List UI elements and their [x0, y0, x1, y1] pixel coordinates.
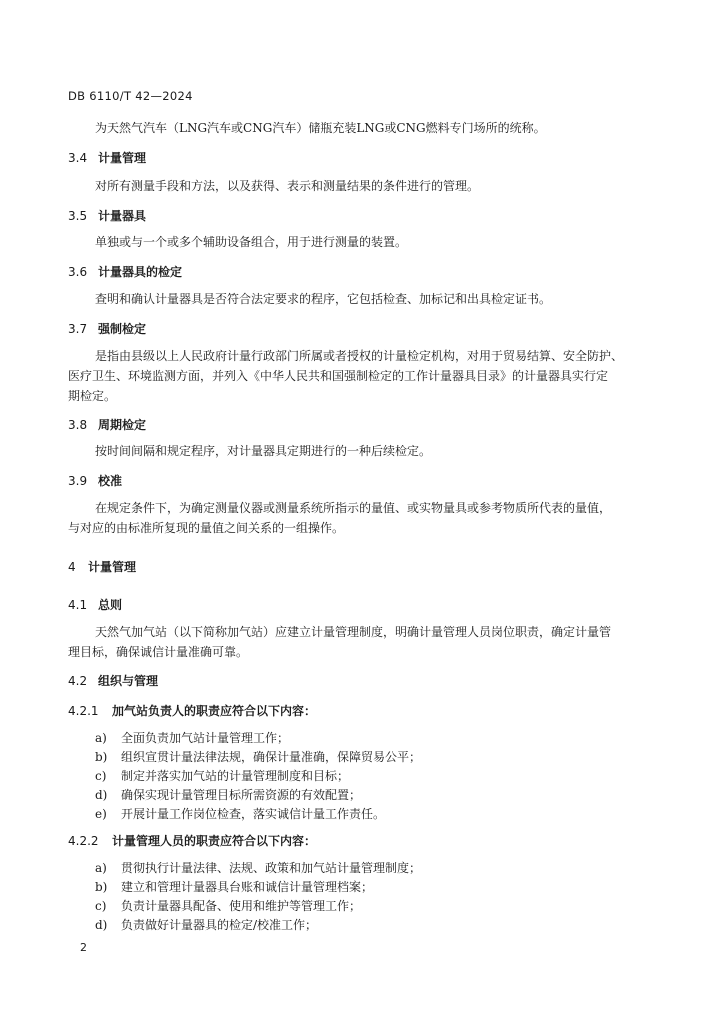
- section-number: 4: [68, 560, 76, 574]
- section-3-4-body: 对所有测量手段和方法，以及获得、表示和测量结果的条件进行的管理。: [95, 179, 480, 193]
- document-header: DB 6110/T 42—2024: [68, 89, 193, 103]
- section-number: 3.5: [68, 209, 88, 223]
- section-number: 3.6: [68, 265, 88, 279]
- section-number: 4.2.2: [68, 834, 99, 848]
- section-3-9-line-1: 在规定条件下，为确定测量仪器或测量系统所指示的量值、或实物量具或参考物质所代表的量值，: [95, 501, 612, 515]
- list-item: b) 建立和管理计量器具台账和诚信计量管理档案；: [95, 880, 374, 894]
- section-title: 强制检定: [98, 322, 147, 336]
- section-number: 3.4: [68, 151, 88, 165]
- section-3-6-body: 查明和确认计量器具是否符合法定要求的程序，它包括检查、加标记和出具检定证书。: [95, 292, 552, 306]
- section-3-9-heading: [68, 472, 122, 489]
- section-3-7-heading: [68, 320, 146, 337]
- section-title: 加气站负责人的职责应符合以下内容：: [112, 704, 317, 718]
- section-3-8-body: 按时间间隔和规定程序，对计量器具定期进行的一种后续检定。: [95, 444, 432, 458]
- section-title: 周期检定: [98, 418, 147, 432]
- page-number: 2: [80, 941, 87, 954]
- list-item: b) 组织宣贯计量法律法规，确保计量准确，保障贸易公平；: [95, 750, 422, 764]
- section-number: 3.9: [68, 474, 88, 488]
- list-item: a) 贯彻执行计量法律、法规、政策和加气站计量管理制度；: [95, 861, 422, 875]
- section-number: 3.8: [68, 418, 88, 432]
- section-number: 3.7: [68, 322, 88, 336]
- section-3-7-line-2: 医疗卫生、环境监测方面，并列入《中华人民共和国强制检定的工作计量器具目录》的计量器具实行定: [68, 369, 609, 383]
- section-title: 计量管理: [88, 560, 137, 574]
- section-3-5-body: 单独或与一个或多个辅助设备组合，用于进行测量的装置。: [95, 235, 408, 249]
- section-title: 计量管理人员的职责应符合以下内容：: [112, 834, 317, 848]
- section-number: 4.2.1: [68, 704, 99, 718]
- section-title: 计量器具: [98, 209, 147, 223]
- section-4-2-1-heading: [68, 702, 316, 719]
- section-number: 4.2: [68, 674, 88, 688]
- section-4-1-line-2: 理目标，确保诚信计量准确可靠。: [68, 645, 249, 659]
- list-item: d) 确保实现计量管理目标所需资源的有效配置；: [95, 788, 362, 802]
- section-title: 计量器具的检定: [98, 265, 183, 279]
- section-3-7-line-3: 期检定。: [68, 389, 117, 403]
- section-3-8-heading: [68, 416, 146, 433]
- section-4-2-heading: [68, 672, 158, 689]
- section-title: 计量管理: [98, 151, 147, 165]
- section-title: 组织与管理: [98, 674, 159, 688]
- list-item: c) 负责计量器具配备、使用和维护等管理工作；: [95, 899, 362, 913]
- section-4-1-line-1: 天然气加气站（以下简称加气站）应建立计量管理制度，明确计量管理人员岗位职责，确定计量管: [95, 625, 612, 639]
- section-3-6-heading: [68, 263, 182, 280]
- section-3-9-line-2: 与对应的由标准所复现的量值之间关系的一组操作。: [68, 521, 345, 535]
- section-4-heading: [68, 558, 136, 575]
- list-item: c) 制定并落实加气站的计量管理制度和目标；: [95, 769, 350, 783]
- section-4-2-2-heading: [68, 832, 316, 849]
- list-item: e) 开展计量工作岗位检查，落实诚信计量工作责任。: [95, 807, 386, 821]
- section-3-5-heading: [68, 207, 146, 224]
- section-title: 总则: [98, 598, 123, 612]
- section-number: 4.1: [68, 598, 88, 612]
- list-item: a) 全面负责加气站计量管理工作；: [95, 731, 290, 745]
- section-4-1-heading: [68, 596, 122, 613]
- list-item: d) 负责做好计量器具的检定/校准工作；: [95, 918, 318, 932]
- section-title: 校准: [98, 474, 123, 488]
- paragraph-lng-station: 为天然气汽车（LNG汽车或CNG汽车）储瓶充装LNG或CNG燃料专门场所的统称。: [95, 121, 546, 135]
- section-3-7-line-1: 是指由县级以上人民政府计量行政部门所属或者授权的计量检定机构，对用于贸易结算、安全防护、: [95, 349, 624, 363]
- section-3-4-heading: [68, 149, 146, 166]
